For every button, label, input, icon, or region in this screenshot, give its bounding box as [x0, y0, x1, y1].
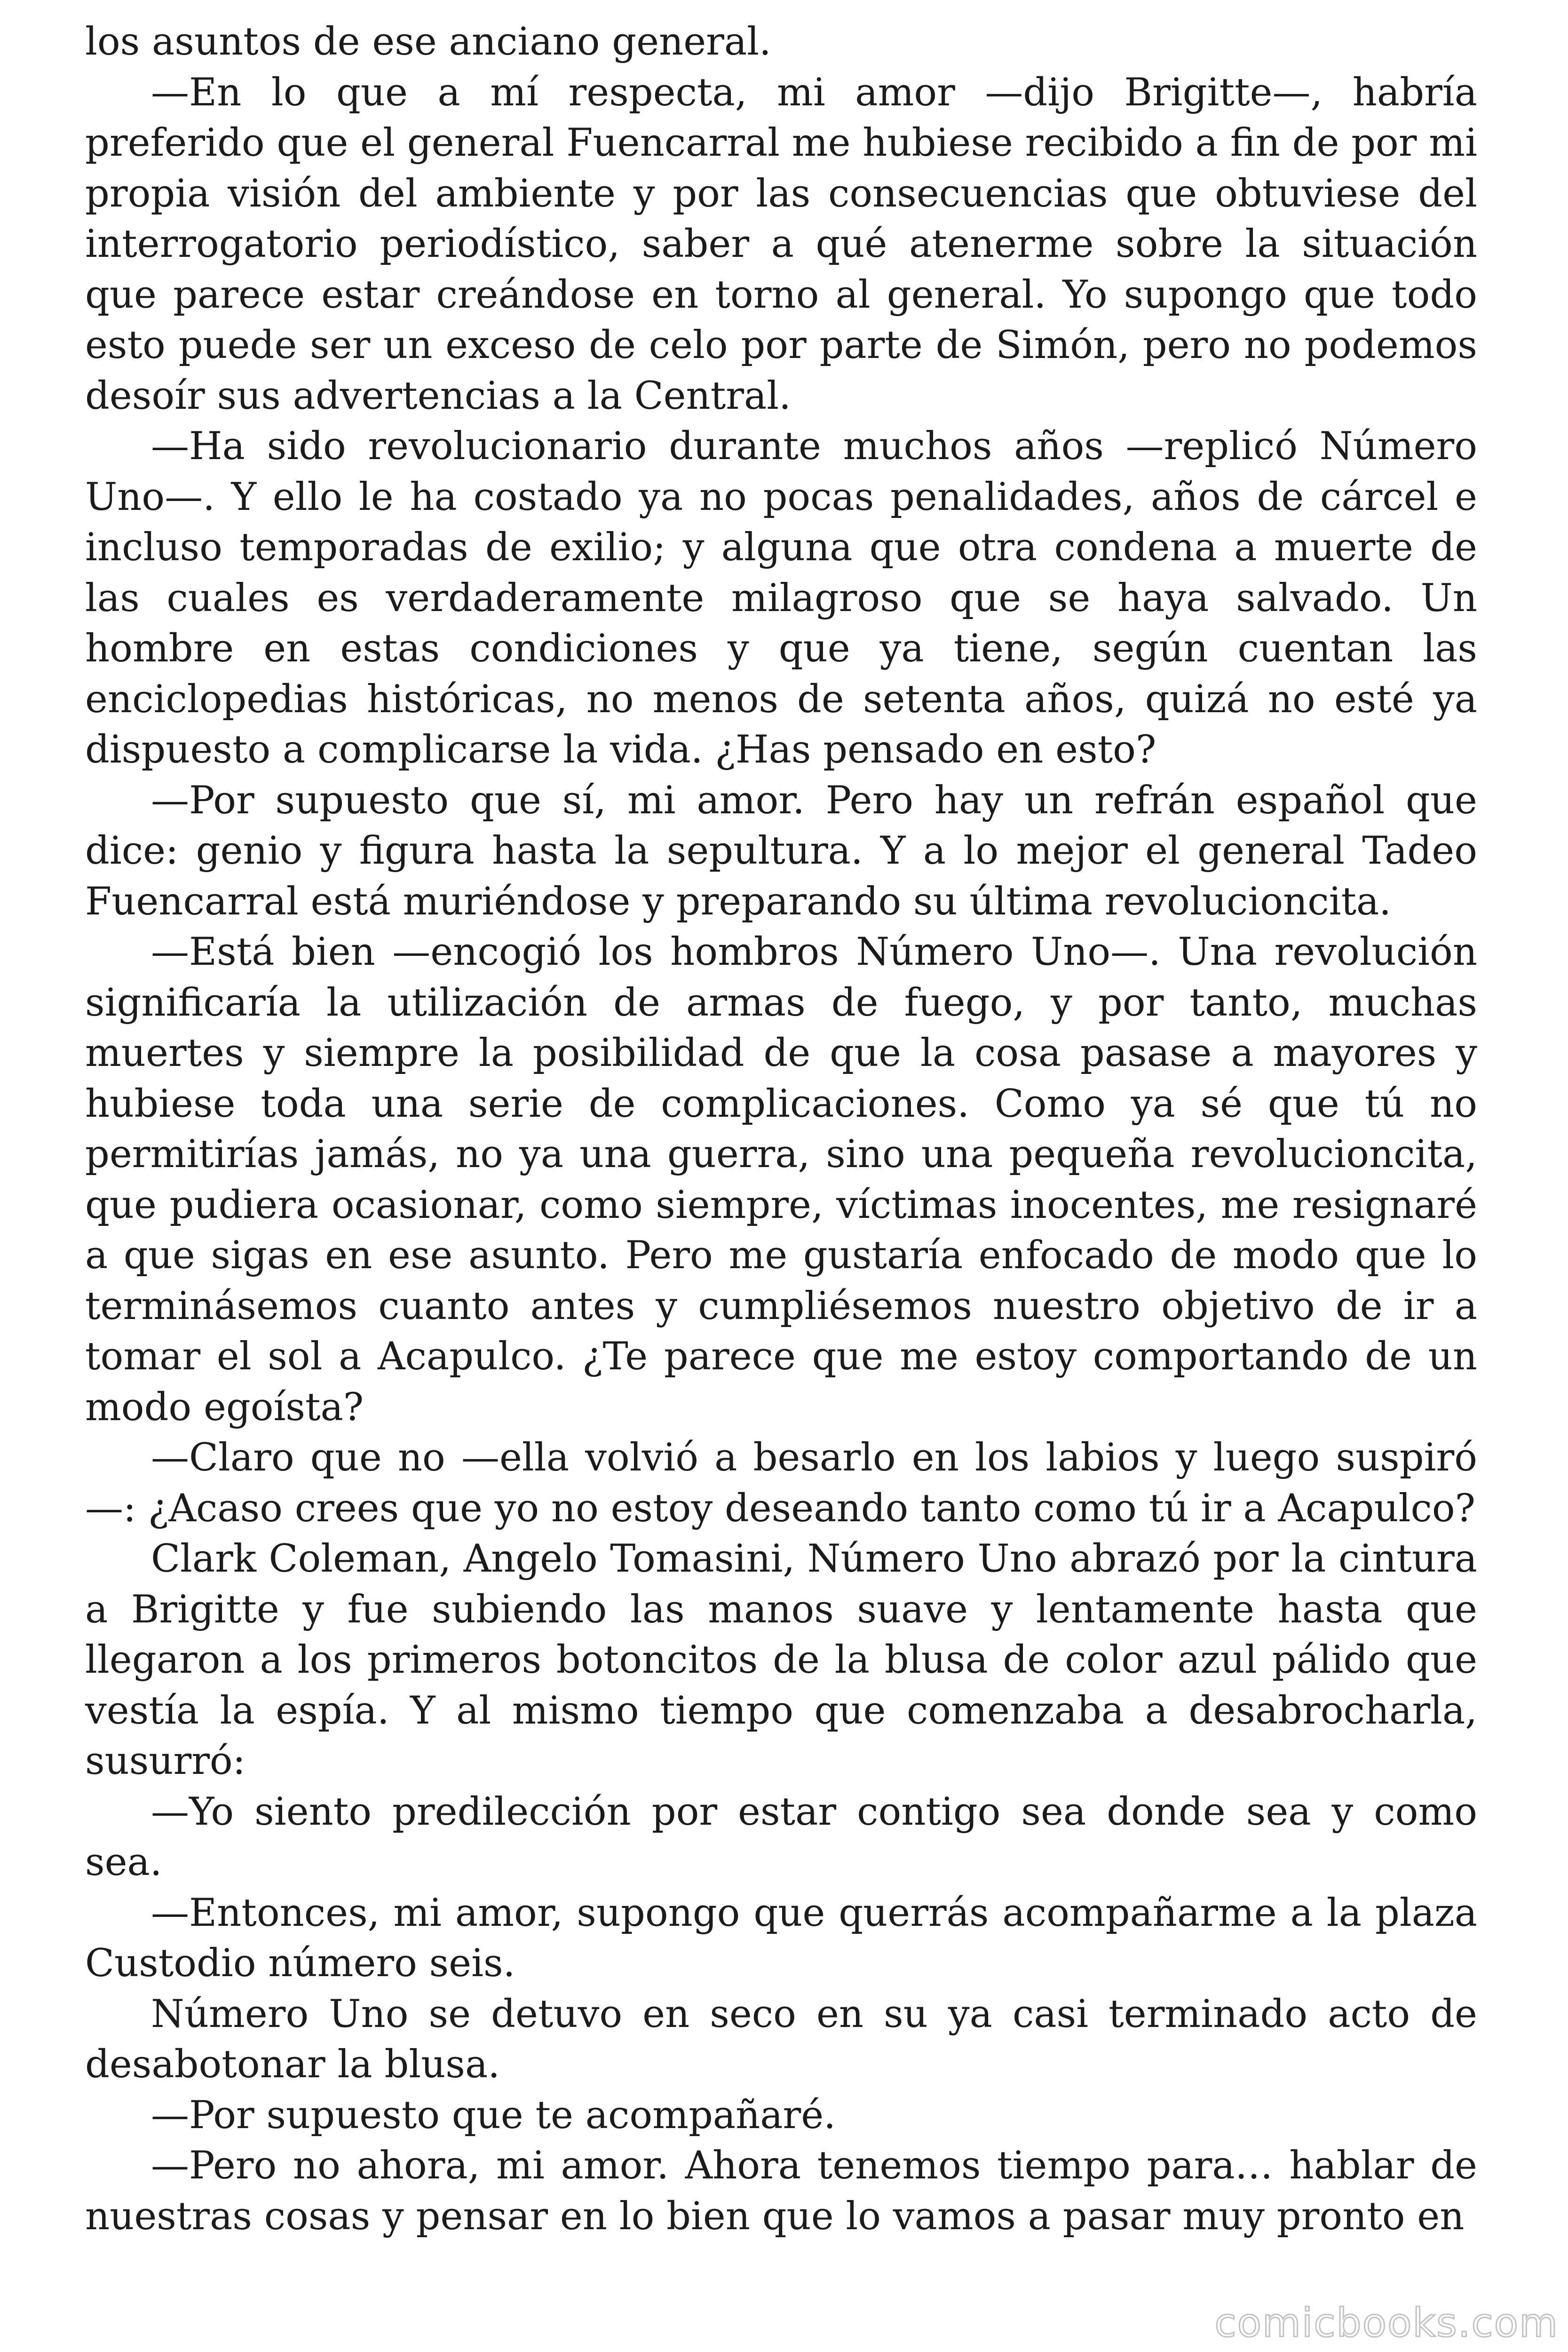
paragraph-continuation: los asuntos de ese anciano general. [85, 20, 771, 64]
paragraph: —Entonces, mi amor, supongo que querrás acompañarme a la plaza Custodio número seis. [85, 1891, 1477, 1986]
paragraph: —Está bien —encogió los hombros Número Uno—. Una revolución significaría la utilización de armas de fuego, y por tanto, muchas muertes y siempre la posibilidad de que la cosa pasase a mayores y hubiese toda una serie de complicaciones. Como ya sé que tú no permitirías jamás, no ya una guerra, sino una pequeña revolucioncita, que pudiera ocasionar, como siempre, víctimas inocentes, me resignaré a que sigas en ese asunto. Pero me gustaría enfocado de modo que lo terminásemos cuanto antes y cumpliésemos nuestro objetivo de ir a tomar el sol a Acapulco. ¿Te parece que me estoy comportando de un modo egoísta? [85, 930, 1477, 1430]
paragraph: —Yo siento predilección por estar contigo sea donde sea y como sea. [85, 1789, 1477, 1884]
paragraph: Clark Coleman, Angelo Tomasini, Número Uno abrazó por la cintura a Brigitte y fue subiendo las manos suave y lentamente hasta que llegaron a los primeros botoncitos de la blusa de color azul pálido que vestía la espía. Y al mismo tiempo que comenzaba a desabrocharla, susurró: [85, 1537, 1477, 1783]
paragraph: —Pero no ahora, mi amor. Ahora tenemos tiempo para… hablar de nuestras cosas y pensar en lo bien que lo vamos a pasar muy pronto en [85, 2144, 1477, 2239]
paragraph: —Ha sido revolucionario durante muchos años —replicó Número Uno—. Y ello le ha costado ya no pocas penalidades, años de cárcel e incluso temporadas de exilio; y alguna que otra condena a muerte de las cuales es verdaderamente milagroso que se haya salvado. Un hombre en estas condiciones y que ya tiene, según cuentan las enciclopedias históricas, no menos de setenta años, quizá no esté ya dispuesto a complicarse la vida. ¿Has pensado en esto? [85, 424, 1477, 772]
paragraph: —En lo que a mí respecta, mi amor —dijo Brigitte—, habría preferido que el general Fuencarral me hubiese recibido a fin de por mi propia visión del ambiente y por las consecuencias que obtuviese del interrogatorio periodístico, saber a qué atenerme sobre la situación que parece estar creándose en torno al general. Yo supongo que todo esto puede ser un exceso de celo por parte de Simón, pero no podemos desoír sus advertencias a la Central. [85, 70, 1477, 418]
paragraph: Número Uno se detuvo en seco en su ya casi terminado acto de desabotonar la blusa. [85, 1992, 1477, 2087]
paragraph: —Claro que no —ella volvió a besarlo en los labios y luego suspiró —: ¿Acaso crees que yo no estoy deseando tanto como tú ir a Acapulco? [85, 1436, 1477, 1531]
paragraph: —Por supuesto que te acompañaré. [151, 2093, 836, 2137]
watermark: comicbooks.com [1214, 2300, 1559, 2346]
paragraph: —Por supuesto que sí, mi amor. Pero hay un refrán español que dice: genio y figura hasta la sepultura. Y a lo mejor el general Tadeo Fuencarral está muriéndose y preparando su última revolucioncita. [85, 778, 1477, 924]
page-text [85, 17, 1477, 2242]
